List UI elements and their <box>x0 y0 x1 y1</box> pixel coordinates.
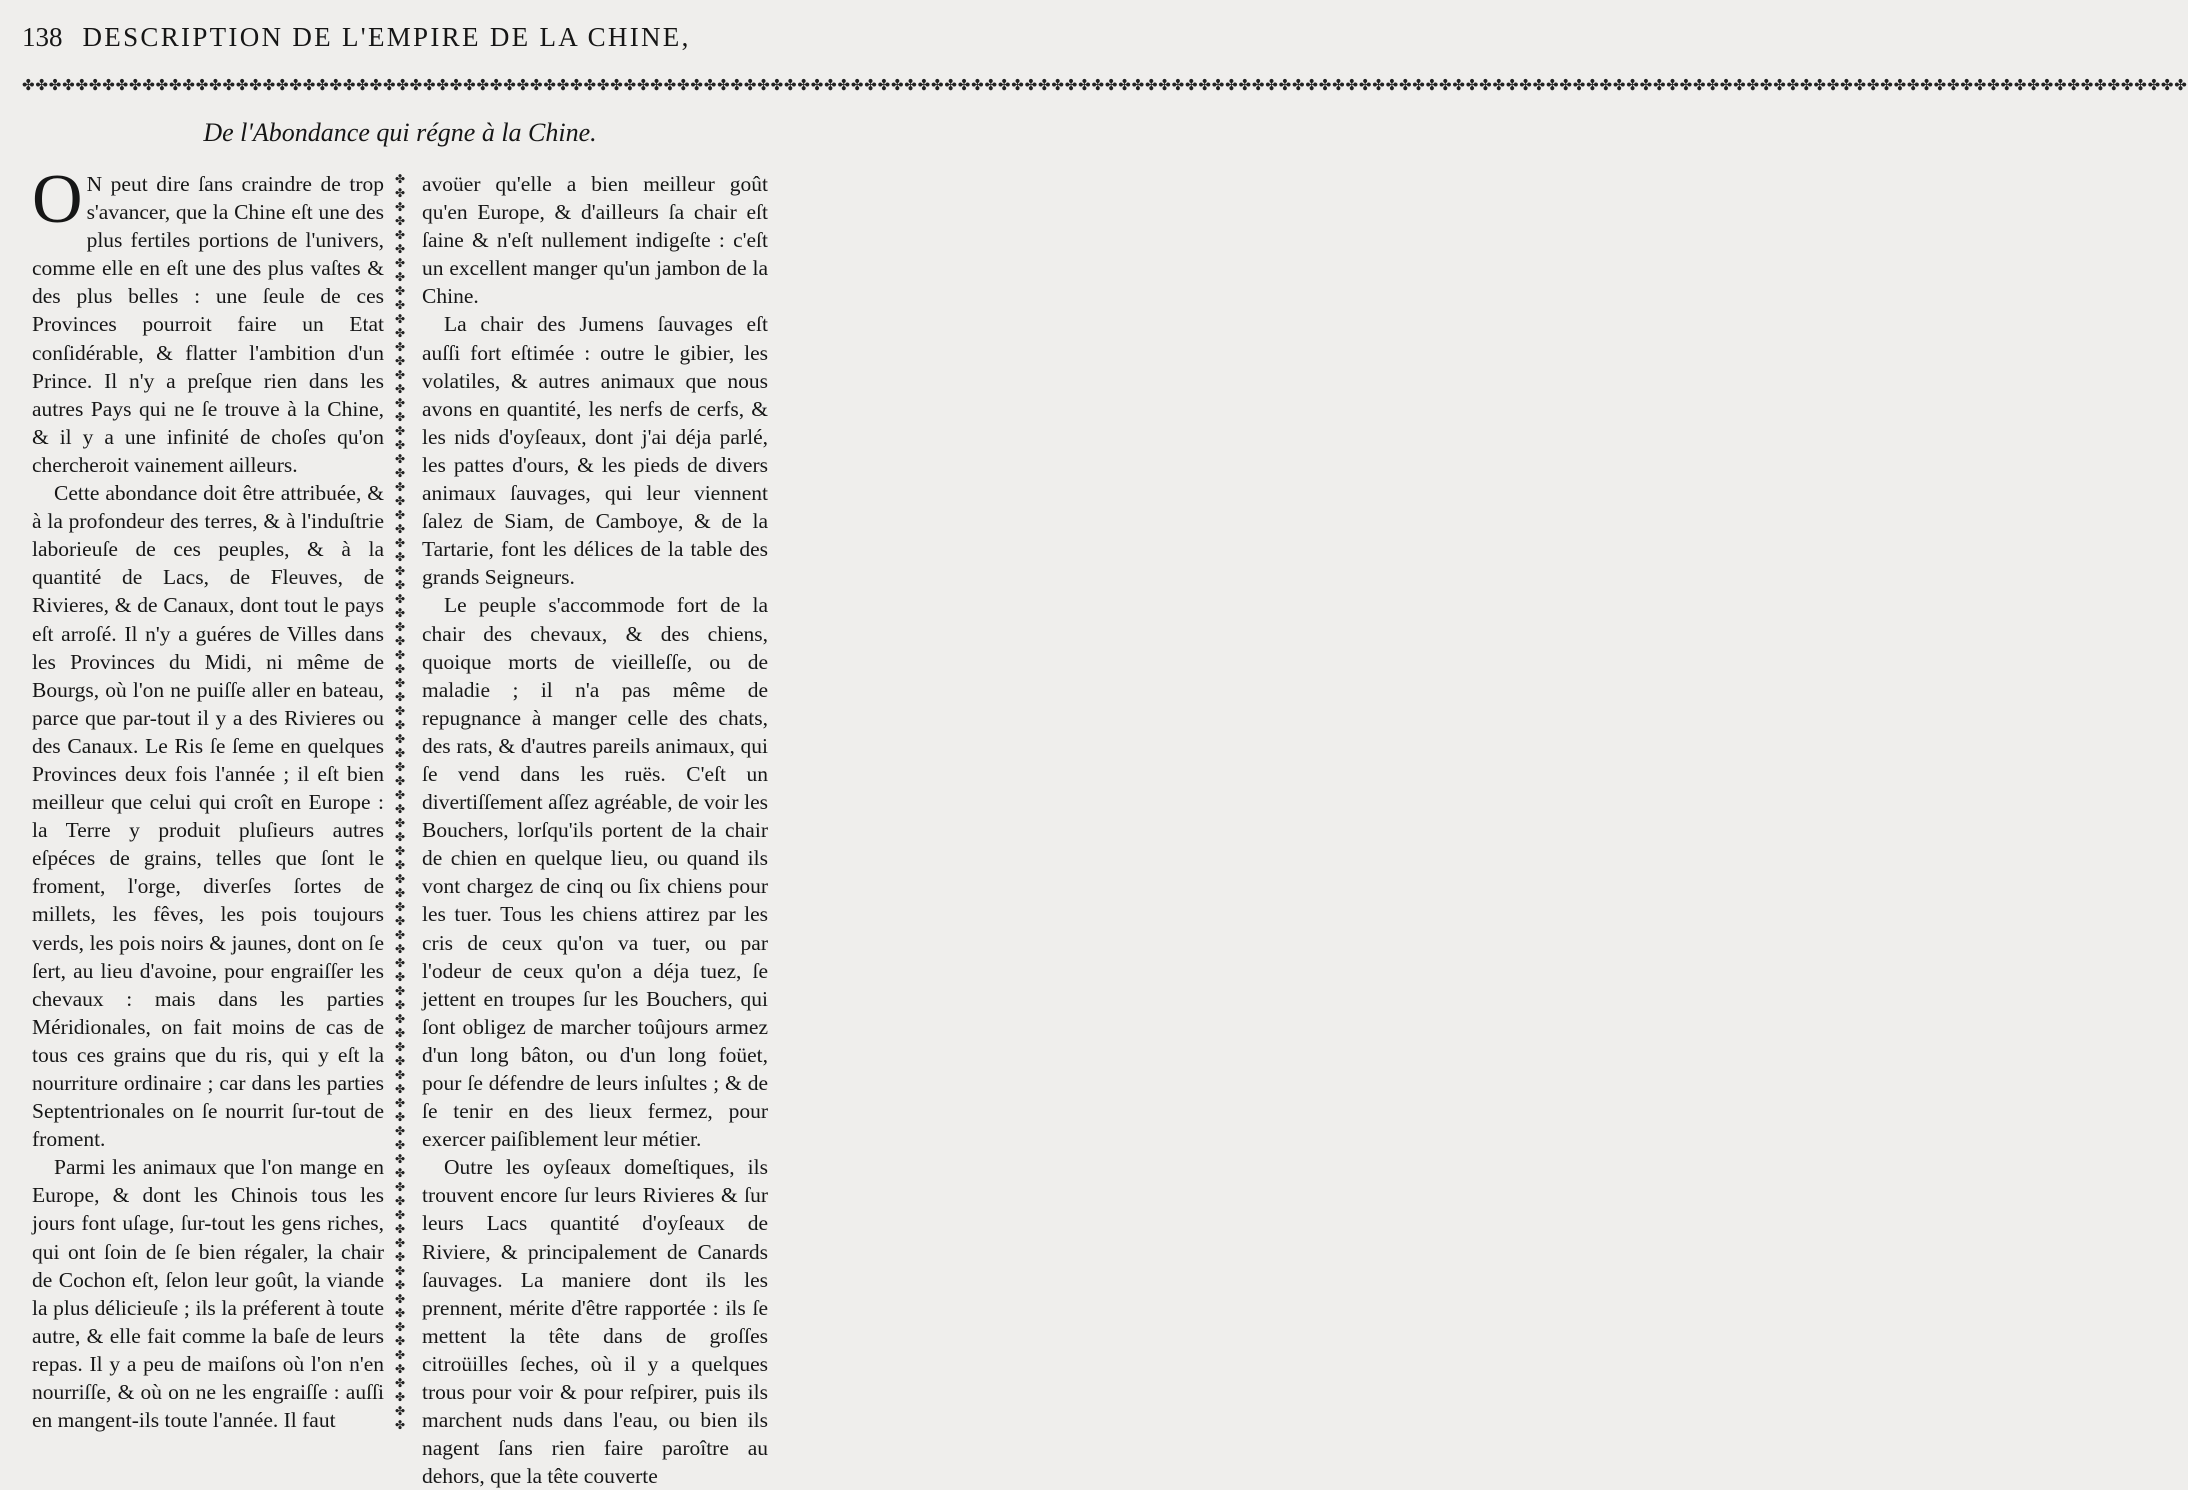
paragraph: avoüer qu'elle a bien meilleur goût qu'en Europe, & d'ailleurs ſa chair eſt ſaine & n'eſt nullement indigeſte : c'eſt un excellent manger qu'un jambon de la Chine. <box>422 172 768 309</box>
paragraph: La chair des Jumens ſauvages eſt auſſi fort eſtimée : outre le gibier, les volatiles, & autres animaux que nous avons en quantité, les nerfs de cerfs, & les nids d'oyſeaux, dont j'ai déja parlé, les pattes d'ours, & les pieds de divers animaux ſauvages, qui leur viennent ſalez de Siam, de Camboye, & de la Tartarie, font les délices de la table des grands Seigneurs. <box>422 312 768 590</box>
paragraph: Outre les oyſeaux domeſtiques, ils trouvent encore ſur leurs Rivieres & ſur leurs Lacs quantité d'oyſeaux de Riviere, & principalement de Canards ſauvages. La maniere dont ils les prennent, mérite d'être rapportée : ils ſe mettent la tête dans de groſſes citroüilles ſeches, où il y a quelques trous pour voir & pour reſpirer, puis ils marchent nuds dans l'eau, ou bien ils nagent ſans rien faire paroître au dehors, que la tête couverte <box>422 1155 768 1489</box>
right-column <box>422 170 768 1489</box>
ornamental-rule: ✤✤✤✤✤✤✤✤✤✤✤✤✤✤✤✤✤✤✤✤✤✤✤✤✤✤✤✤✤✤✤✤✤✤✤✤✤✤✤✤✤✤✤✤✤✤✤✤✤✤✤✤✤✤✤✤✤✤✤✤✤✤✤✤✤✤✤✤✤✤✤✤✤✤✤✤✤✤✤✤✤✤✤✤✤✤✤✤✤✤✤✤✤✤✤✤✤✤✤✤✤✤✤✤✤✤✤✤✤✤✤✤✤✤✤✤✤✤✤✤✤✤✤✤✤✤✤✤✤✤✤✤✤✤✤✤✤✤✤✤✤✤✤✤✤✤✤✤✤✤✤✤✤✤✤✤✤✤✤✤✤✤ <box>22 78 2188 94</box>
paragraph <box>32 161 384 479</box>
drop-cap: O <box>32 161 83 238</box>
section-title: De l'Abondance qui régne à la Chine. <box>203 118 597 147</box>
left-column <box>32 161 384 1433</box>
paragraph: Parmi les animaux que l'on mange en Europe, & dont les Chinois tous les jours font uſage, ſur-tout les gens riches, qui ont ſoin de ſe bien régaler, la chair de Cochon eſt, ſelon leur goût, la viande la plus délicieuſe ; ils la préferent à toute autre, & elle fait comme la baſe de leurs repas. Il y a peu de maiſons où l'on n'en nourriſſe, & où on ne les engraiſſe : auſſi en mangent-ils toute l'année. Il faut <box>32 1155 384 1433</box>
running-title: DESCRIPTION DE L'EMPIRE DE LA CHINE, <box>82 22 691 52</box>
page-number: 138 <box>22 22 63 52</box>
paragraph: Cette abondance doit être attribuée, & à la profondeur des terres, & à l'induſtrie laborieuſe de ces peuples, & à la quantité de Lacs, de Fleuves, de Rivieres, & de Canaux, dont tout le pays eſt arroſé. Il n'y a guéres de Villes dans les Provinces du Midi, ni même de Bourgs, où l'on ne puiſſe aller en bateau, parce que par-tout il y a des Rivieres ou des Canaux. Le Ris ſe ſeme en quelques Provinces deux fois l'année ; il eſt bien meilleur que celui qui croît en Europe : la Terre y produit pluſieurs autres eſpéces de grains, telles que ſont le froment, l'orge, diverſes ſortes de millets, les fêves, les pois toujours verds, les pois noirs & jaunes, dont on ſe ſert, au lieu d'avoine, pour engraiſſer les chevaux : mais dans les parties Méridionales, on fait moins de cas de tous ces grains que du ris, qui y eſt la nourriture ordinaire ; car dans les parties Septentrionales on ſe nourrit ſur-tout de froment. <box>32 481 384 1152</box>
paragraph-text: N peut dire ſans craindre de trop s'avancer, que la Chine eſt une des plus fertiles portions de l'univers, comme elle en eſt une des plus vaſtes & des plus belles : une ſeule de ces Provinces pourroit faire un Etat conſidérable, & flatter l'ambition d'un Prince. Il n'y a preſque rien dans les autres Pays qui ne ſe trouve à la Chine, & il y a une infinité de choſes qu'on chercheroit vainement ailleurs. <box>32 172 384 477</box>
column-divider-ornament: ✤ ✤ ✤ ✤ ✤ ✤ ✤ ✤ ✤ ✤ ✤ ✤ ✤ ✤ ✤ ✤ ✤ ✤ ✤ ✤ ✤ ✤ ✤ ✤ ✤ ✤ ✤ ✤ ✤ ✤ ✤ ✤ ✤ ✤ ✤ ✤ ✤ ✤ ✤ ✤ ✤ ✤ ✤ ✤ ✤ ✤ ✤ ✤ ✤ ✤ ✤ ✤ ✤ ✤ ✤ ✤ ✤ ✤ ✤ ✤ ✤ ✤ ✤ ✤ ✤ ✤ ✤ ✤ ✤ ✤ ✤ ✤ ✤ ✤ ✤ ✤ ✤ ✤ ✤ ✤ ✤ ✤ ✤ ✤ ✤ ✤ ✤ ✤ ✤ ✤ <box>394 172 406 1432</box>
page-header <box>22 22 792 66</box>
paragraph: Le peuple s'accommode fort de la chair des chevaux, & des chiens, quoique morts de vieilleſſe, ou de maladie ; il n'a pas même de repugnance à manger celle des chats, des rats, & d'autres pareils animaux, qui ſe vend dans les ruës. C'eſt un divertiſſement aſſez agréable, de voir les Bouchers, lorſqu'ils portent de la chair de chien en quelque lieu, ou quand ils vont chargez de cinq ou ſix chiens pour les tuer. Tous les chiens attirez par les cris de ceux qu'on va tuer, ou par l'odeur de ceux qu'on a déja tuez, ſe jettent en troupes ſur les Bouchers, qui ſont obligez de marcher toûjours armez d'un long bâton, ou d'un long foüet, pour ſe défendre de leurs inſultes ; & de ſe tenir en des lieux fermez, pour exercer paiſiblement leur métier. <box>422 593 768 1152</box>
